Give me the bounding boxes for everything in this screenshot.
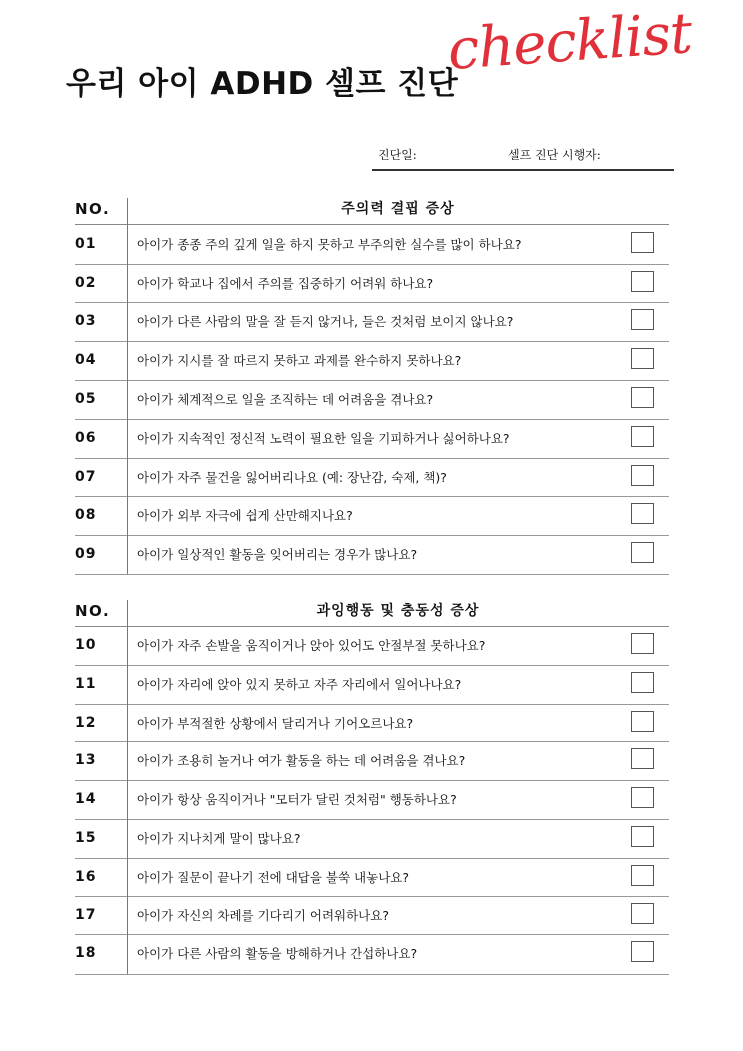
checkbox[interactable] — [631, 865, 654, 886]
checkbox[interactable] — [631, 826, 654, 847]
question-text: 아이가 학교나 집에서 주의를 집중하기 어려워 하나요? — [137, 276, 434, 291]
checkbox[interactable] — [631, 787, 654, 808]
checklist-script-title: checklist — [445, 1, 694, 83]
question-text: 아이가 자주 물건을 잃어버리나요 (예: 장난감, 숙제, 책)? — [137, 470, 447, 485]
checkbox[interactable] — [631, 387, 654, 408]
checkbox[interactable] — [631, 348, 654, 369]
checkbox[interactable] — [631, 748, 654, 769]
date-label: 진단일: — [378, 148, 417, 162]
checklist-row — [75, 341, 669, 381]
checkbox[interactable] — [631, 271, 654, 292]
question-text: 아이가 지속적인 정신적 노력이 필요한 일을 기피하거나 싫어하나요? — [137, 431, 510, 446]
section-header — [75, 194, 669, 225]
checklist-row — [75, 380, 669, 420]
checkbox[interactable] — [631, 633, 654, 654]
column-divider — [127, 600, 128, 974]
question-text: 아이가 자리에 앉아 있지 못하고 자주 자리에서 일어나나요? — [137, 677, 462, 692]
question-text: 아이가 다른 사람의 활동을 방해하거나 간섭하나요? — [137, 946, 418, 961]
checkbox[interactable] — [631, 542, 654, 563]
checklist-row — [75, 458, 669, 497]
item-number: 11 — [75, 676, 97, 692]
checkbox[interactable] — [631, 426, 654, 447]
question-text: 아이가 자신의 차례를 기다리기 어려워하나요? — [137, 908, 389, 923]
item-number: 05 — [75, 391, 97, 407]
column-divider — [127, 198, 128, 574]
checkbox[interactable] — [631, 309, 654, 330]
checklist-row — [75, 934, 669, 975]
item-number: 06 — [75, 430, 97, 446]
checkbox[interactable] — [631, 711, 654, 732]
checklist-row — [75, 535, 669, 575]
checklist-row — [75, 665, 669, 705]
item-number: 08 — [75, 507, 97, 523]
item-number: 02 — [75, 275, 97, 291]
question-text: 아이가 자주 손발을 움직이거나 앉아 있어도 안절부절 못하나요? — [137, 638, 486, 653]
checkbox[interactable] — [631, 903, 654, 924]
item-number: 04 — [75, 352, 97, 368]
checklist-row — [75, 496, 669, 536]
question-text: 아이가 일상적인 활동을 잊어버리는 경우가 많나요? — [137, 547, 418, 562]
item-number: 16 — [75, 869, 97, 885]
checklist-row — [75, 704, 669, 742]
no-column-label: NO. — [75, 200, 111, 218]
question-text: 아이가 부적절한 상황에서 달리거나 기어오르나요? — [137, 716, 414, 731]
section-header — [75, 596, 669, 627]
item-number: 17 — [75, 907, 97, 923]
question-text: 아이가 질문이 끝나기 전에 대답을 불쑥 내놓나요? — [137, 870, 409, 885]
item-number: 07 — [75, 469, 97, 485]
checklist-row — [75, 264, 669, 303]
section-title: 과잉행동 및 충동성 증상 — [316, 603, 480, 619]
item-number: 01 — [75, 236, 97, 252]
section-title: 주의력 결핍 증상 — [341, 201, 455, 217]
question-text: 아이가 종종 주의 깊게 일을 하지 못하고 부주의한 실수를 많이 하나요? — [137, 237, 522, 252]
item-number: 18 — [75, 945, 97, 961]
checklist-row — [75, 780, 669, 820]
item-number: 15 — [75, 830, 97, 846]
checklist-row — [75, 858, 669, 897]
checklist-row — [75, 225, 669, 265]
checkbox[interactable] — [631, 503, 654, 524]
checkbox[interactable] — [631, 941, 654, 962]
checklist-row — [75, 626, 669, 666]
item-number: 13 — [75, 752, 97, 768]
checklist-row — [75, 419, 669, 459]
item-number: 03 — [75, 313, 97, 329]
question-text: 아이가 지시를 잘 따르지 못하고 과제를 완수하지 못하나요? — [137, 353, 462, 368]
checklist-row — [75, 896, 669, 935]
checklist-row — [75, 819, 669, 859]
page-title: 우리 아이 ADHD 셀프 진단 — [66, 66, 459, 102]
question-text: 아이가 조용히 놀거나 여가 활동을 하는 데 어려움을 겪나요? — [137, 753, 466, 768]
item-number: 14 — [75, 791, 97, 807]
meta-underline — [372, 169, 674, 171]
no-column-label: NO. — [75, 602, 111, 620]
checklist-row — [75, 302, 669, 342]
item-number: 10 — [75, 637, 97, 653]
question-text: 아이가 체계적으로 일을 조직하는 데 어려움을 겪나요? — [137, 392, 434, 407]
checklist-row — [75, 741, 669, 781]
checkbox[interactable] — [631, 672, 654, 693]
question-text: 아이가 지나치게 말이 많나요? — [137, 831, 301, 846]
item-number: 12 — [75, 715, 97, 731]
question-text: 아이가 외부 자극에 쉽게 산만해지나요? — [137, 508, 353, 523]
checkbox[interactable] — [631, 232, 654, 253]
item-number: 09 — [75, 546, 97, 562]
checkbox[interactable] — [631, 465, 654, 486]
question-text: 아이가 항상 움직이거나 "모터가 달린 것처럼" 행동하나요? — [137, 792, 457, 807]
question-text: 아이가 다른 사람의 말을 잘 듣지 않거나, 들은 것처럼 보이지 않나요? — [137, 314, 514, 329]
performer-label: 셀프 진단 시행자: — [508, 148, 601, 162]
